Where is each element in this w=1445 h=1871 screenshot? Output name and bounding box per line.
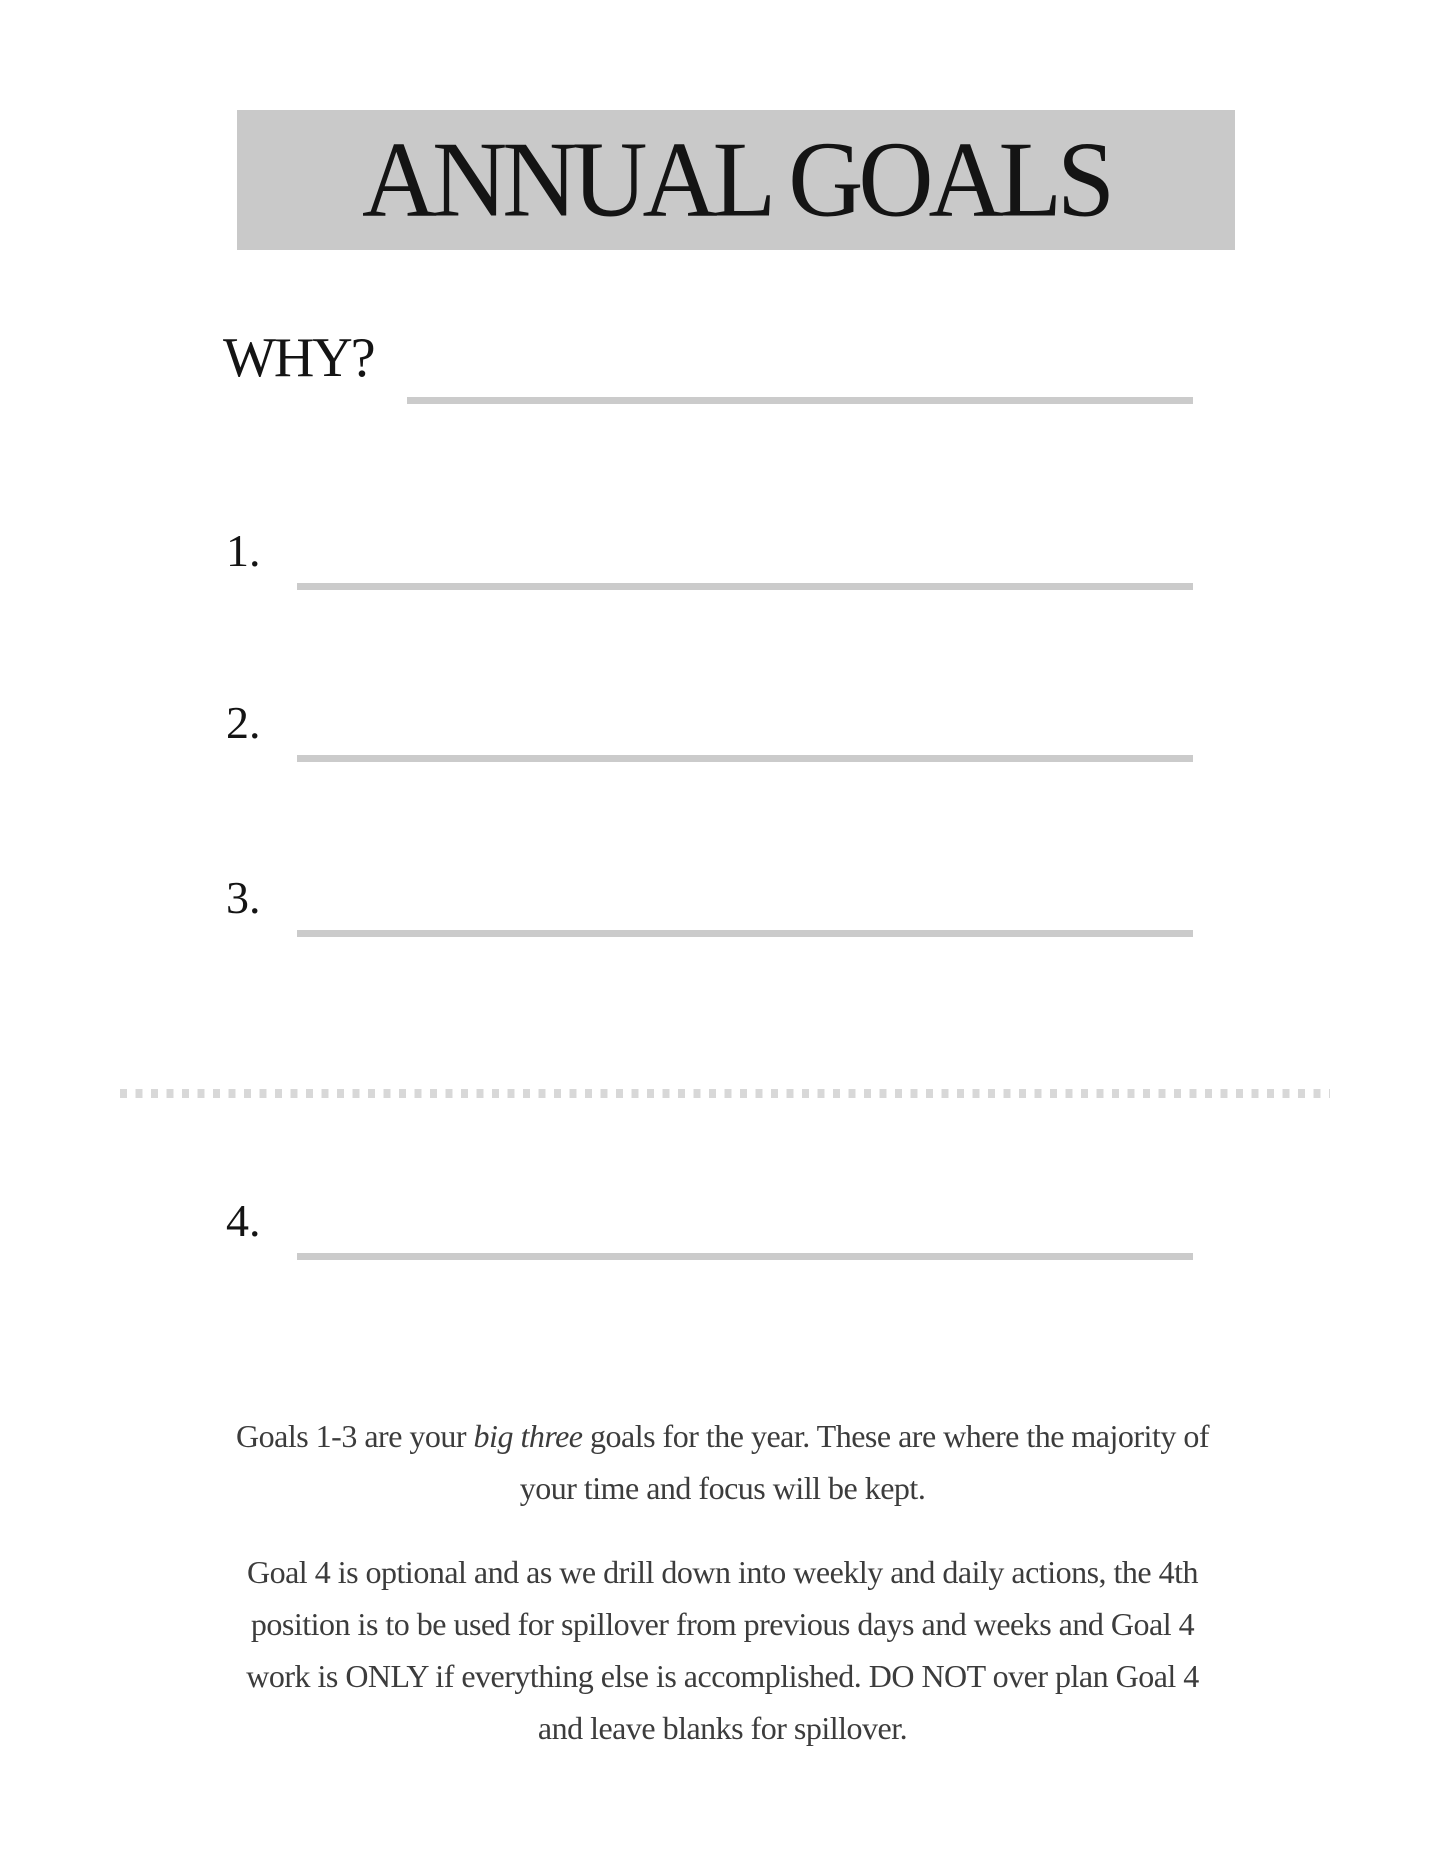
- dotted-divider: [120, 1089, 1330, 1098]
- goal-1-number: 1.: [226, 525, 261, 576]
- why-label: WHY?: [223, 327, 374, 389]
- note-big-three-line-1: [0, 1410, 1445, 1462]
- title-banner: [237, 110, 1235, 250]
- note-goal-4-line-3: work is ONLY if everything else is accomplished. DO NOT over plan Goal 4: [246, 1658, 1199, 1694]
- note-text-italic: big three: [473, 1418, 583, 1454]
- goal-4-number: 4.: [226, 1195, 261, 1246]
- note-goal-4-line-4: and leave blanks for spillover.: [537, 1710, 908, 1746]
- note-goal-4: [0, 1546, 1445, 1754]
- note-big-three: [0, 1410, 1445, 1514]
- goal-3-line[interactable]: [297, 930, 1193, 937]
- note-text: goals for the year. These are where the majority of: [582, 1418, 1209, 1454]
- note-big-three-line-2: your time and focus will be kept.: [519, 1470, 926, 1506]
- goal-2-line[interactable]: [297, 755, 1193, 762]
- note-text: Goals 1-3 are your: [236, 1418, 474, 1454]
- note-goal-4-line-1: Goal 4 is optional and as we drill down into weekly and daily actions, the 4th: [246, 1554, 1199, 1590]
- goal-1-line[interactable]: [297, 583, 1193, 590]
- goal-2-number: 2.: [226, 697, 261, 748]
- goal-4-line[interactable]: [297, 1253, 1193, 1260]
- why-answer-line[interactable]: [407, 397, 1193, 404]
- page-title: ANNUAL GOALS: [362, 119, 1110, 240]
- note-goal-4-line-2: position is to be used for spillover from previous days and weeks and Goal 4: [250, 1606, 1195, 1642]
- goal-3-number: 3.: [226, 872, 261, 923]
